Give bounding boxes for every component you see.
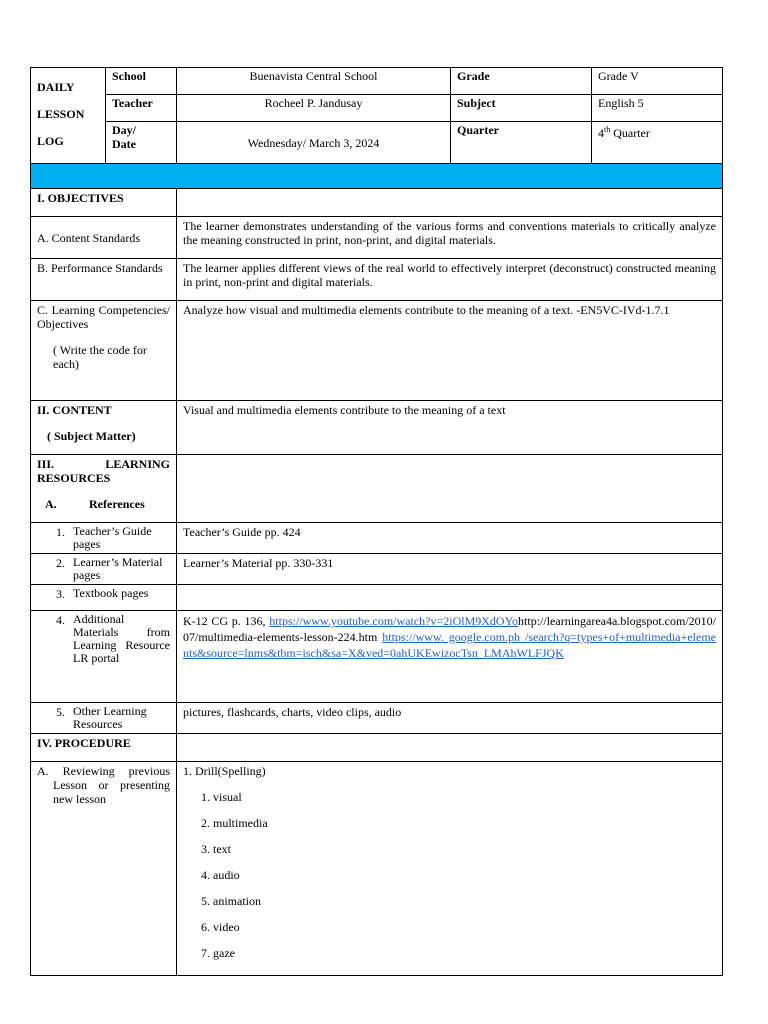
resource-item-value [177, 585, 723, 611]
resource-item-value: Learner’s Material pp. 330-331 [177, 554, 723, 585]
performance-standards-label: B. Performance Standards [31, 259, 177, 301]
list-item: 1. visual [201, 790, 242, 804]
list-item: 6. video [201, 920, 240, 934]
quarter-value: 4th Quarter [592, 122, 723, 164]
other-resources-value: pictures, flashcards, charts, video clips, audio [177, 703, 723, 734]
youtube-link[interactable]: https://www.youtube.com/watch?v=2iOlM9XdOYo [269, 614, 519, 628]
performance-standards-text: The learner applies different views of the real world to effectively interpret (deconstruct) constructed meaning in print, non-print and digital materials. [177, 259, 723, 301]
drill-title: 1. Drill(Spelling) [183, 764, 266, 778]
lesson-log-page [30, 67, 722, 976]
content-heading: II. CONTENT ( Subject Matter) [31, 401, 177, 455]
day-date-label: Day/ Date [106, 122, 177, 164]
learning-competencies-label: C. Learning Competencies/ Objectives ( Write the code for each) [31, 301, 177, 401]
grade-label: Grade [451, 68, 592, 95]
lesson-table [30, 164, 723, 976]
teacher-value: Rocheel P. Jandusay [177, 95, 451, 122]
additional-materials-text: K-12 CG p. 136, https://www.youtube.com/watch?v=2iOlM9XdOYohttp://learningarea4a.blogspot.com/2010/07/multimedia-elements-lesson-224.htm https://www. google.com.ph /search?q=types+of+multimedia+elements&source=lnms&tbm=isch&sa=X&ved=0ahUKEwizocTsn_LMAhWLFJQK [177, 611, 723, 703]
learning-resources-heading: III. LEARNING RESOURCES A. References [31, 455, 177, 523]
resource-item-label: 2. Learner’s Material pages [31, 554, 177, 585]
objectives-heading: I. OBJECTIVES [31, 189, 177, 217]
day-date-value: Wednesday/ March 3, 2024 [177, 122, 451, 164]
drill-cell [177, 762, 723, 976]
reviewing-lesson-label: A. Reviewing previous Lesson or presenting new lesson [31, 762, 177, 976]
content-standards-text: The learner demonstrates understanding of the various forms and conventions materials to critically analyze the meaning constructed in print, non-print, and digital materials. [177, 217, 723, 259]
teacher-label: Teacher [106, 95, 177, 122]
list-item: 7. gaze [201, 946, 235, 960]
resource-item-label: 3. Textbook pages [31, 585, 177, 611]
subject-value: English 5 [592, 95, 723, 122]
quarter-label: Quarter [451, 122, 592, 164]
content-standards-label: A. Content Standards [31, 217, 177, 259]
content-text: Visual and multimedia elements contribute to the meaning of a text [177, 401, 723, 455]
subject-label: Subject [451, 95, 592, 122]
learning-competencies-text: Analyze how visual and multimedia elements contribute to the meaning of a text. -EN5VC-IVd-1.7.1 [177, 301, 723, 401]
drill-list [183, 790, 716, 960]
blue-divider [31, 164, 723, 189]
school-label: School [106, 68, 177, 95]
procedure-heading: IV. PROCEDURE [31, 734, 177, 762]
grade-value: Grade V [592, 68, 723, 95]
school-value: Buenavista Central School [177, 68, 451, 95]
resource-item-value: Teacher’s Guide pp. 424 [177, 523, 723, 554]
list-item: 3. text [201, 842, 231, 856]
other-resources-label: 5. Other Learning Resources [31, 703, 177, 734]
additional-materials-label: 4. Additional Materials from Learning Resource LR portal [31, 611, 177, 703]
google-search-link[interactable]: https://www. google.com.ph /search?q=types+of+multimedia+elements&source=lnms&tbm=isch&sa=X&ved=0ahUKEwizocTsn_LMAhWLFJQK [183, 630, 716, 660]
daily-lesson-log-title: DAILY LESSON LOG [31, 68, 106, 164]
list-item: 2. multimedia [201, 816, 268, 830]
list-item: 5. animation [201, 894, 261, 908]
header-table [30, 67, 723, 164]
list-item: 4. audio [201, 868, 240, 882]
resource-item-label: 1. Teacher’s Guide pages [31, 523, 177, 554]
